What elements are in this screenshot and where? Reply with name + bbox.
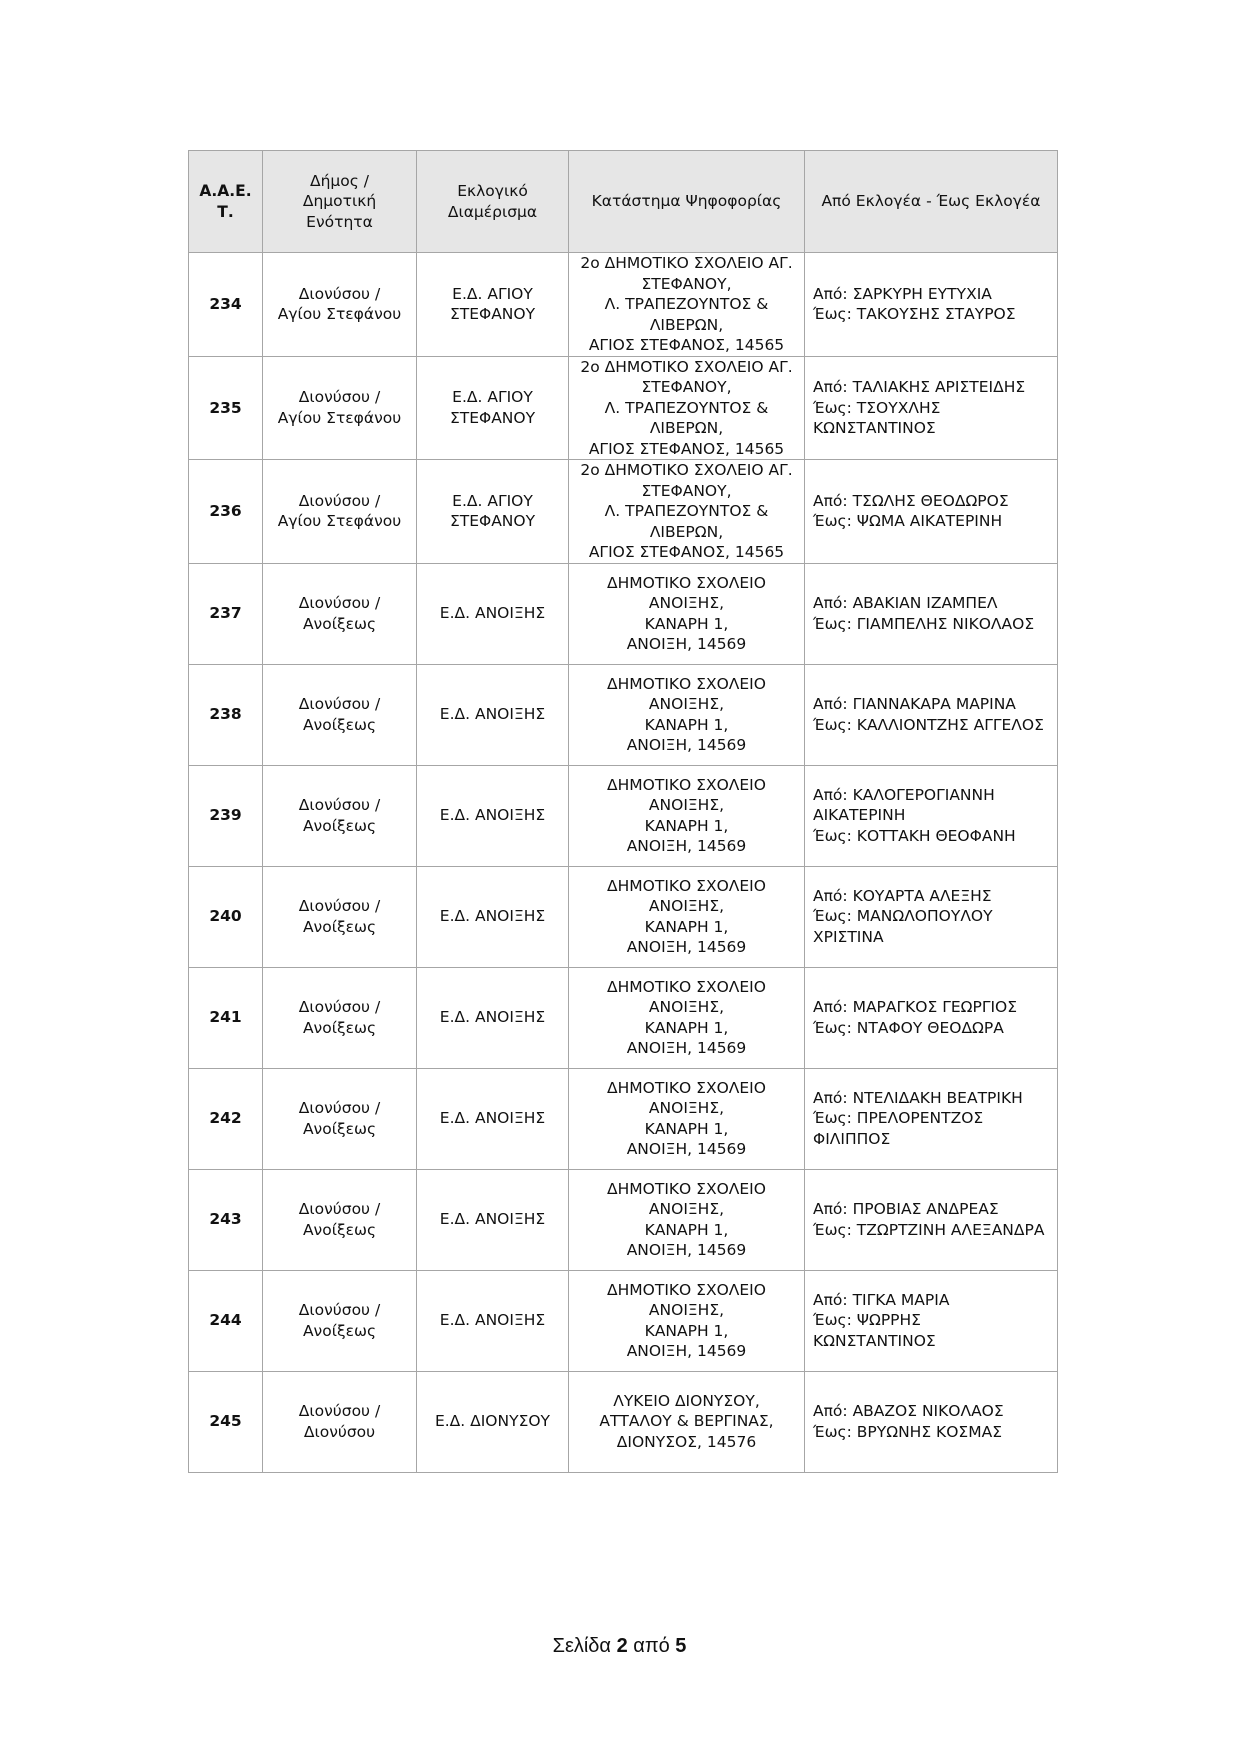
cell-diamerisma-line: Ε.Δ. ΔΙΟΝΥΣΟΥ [434,1412,551,1431]
cell-aaet-line: 239 [209,806,242,825]
cell-dimos-line: Διονύσου / [298,897,381,915]
cell-dimos-line: Διονύσου / [298,796,381,814]
cell-katastima-line: ΛΙΒΕΡΩΝ, [649,315,724,334]
cell-katastima-line: ΚΑΝΑΡΗ 1, [644,715,729,734]
cell-dimos-line: Ανοίξεως [302,1119,377,1138]
cell-eklogeis-line: Από: ΤΣΩΛΗΣ ΘΕΟΔΩΡΟΣ [813,491,1009,510]
cell-katastima [569,253,805,357]
cell-katastima-line: ΑΓΙΟΣ ΣΤΕΦΑΝΟΣ, 14565 [588,336,785,354]
cell-dimos-line: Ανοίξεως [302,917,377,936]
cell-dimos-line: Ανοίξεως [302,816,377,835]
cell-aaet-line: 242 [209,1109,242,1128]
cell-eklogeis-line: Έως: ΤΣΟΥΧΛΗΣ [813,398,941,417]
table-row [189,967,1058,1068]
cell-dimos-line: Αγίου Στεφάνου [277,305,402,324]
cell-diamerisma [417,356,569,460]
cell-katastima-line: ΚΑΝΑΡΗ 1, [644,614,729,633]
cell-katastima-line: ΑΝΟΙΞΗΣ, [648,1301,725,1319]
cell-katastima-line: ΑΤΤΑΛΟΥ & ΒΕΡΓΙΝΑΣ, [599,1412,774,1431]
cell-dimos-line: Διονύσου / [298,695,381,713]
cell-eklogeis-line: Έως: ΨΩΜΑ ΑΙΚΑΤΕΡΙΝΗ [813,512,1003,531]
header-dimos-line: Δημοτική Ενότητα [302,192,377,231]
cell-katastima-line: ΚΑΝΑΡΗ 1, [644,1321,729,1340]
cell-diamerisma-line: Ε.Δ. ΑΝΟΙΞΗΣ [439,907,546,926]
cell-katastima-line: ΑΝΟΙΞΗΣ, [648,796,725,814]
cell-dimos [263,460,417,564]
cell-katastima-line: Λ. ΤΡΑΠΕΖΟΥΝΤΟΣ & [604,295,769,313]
cell-eklogeis [805,253,1058,357]
cell-diamerisma [417,1371,569,1472]
cell-diamerisma-line: Ε.Δ. ΑΓΙΟΥ [452,284,533,303]
cell-katastima-line: ΛΥΚΕΙΟ ΔΙΟΝΥΣΟΥ, [613,1391,760,1410]
cell-dimos-line: Διονύσου / [298,491,381,510]
cell-katastima-line: ΑΝΟΙΞΗΣ, [648,1200,725,1218]
page-footer [0,1635,1239,1658]
header-eklogeis-line: Από Εκλογέα - Έως Εκλογέα [821,192,1041,211]
cell-eklogeis [805,1270,1058,1371]
cell-dimos-line: Διονύσου / [298,594,381,612]
cell-diamerisma-line: ΣΤΕΦΑΝΟΥ [449,512,536,531]
cell-diamerisma [417,967,569,1068]
cell-dimos [263,1270,417,1371]
cell-katastima-line: ΣΤΕΦΑΝΟΥ, [641,274,732,293]
cell-diamerisma [417,1068,569,1169]
cell-dimos-line: Ανοίξεως [302,1321,377,1340]
cell-katastima [569,967,805,1068]
cell-diamerisma-line: Ε.Δ. ΑΝΟΙΞΗΣ [439,1210,546,1229]
cell-eklogeis [805,1169,1058,1270]
cell-diamerisma-line: ΣΤΕΦΑΝΟΥ [449,305,536,324]
cell-aaet [189,1068,263,1169]
cell-katastima-line: ΑΝΟΙΞΗ, 14569 [626,1241,747,1259]
footer-prefix: Σελίδα [552,1635,611,1657]
cell-dimos [263,765,417,866]
cell-katastima-line: ΔΗΜΟΤΙΚΟ ΣΧΟΛΕΙΟ [607,1179,766,1198]
table-body [189,253,1058,1473]
cell-dimos [263,253,417,357]
cell-dimos-line: Ανοίξεως [302,715,377,734]
cell-dimos-line: Διονύσου / [298,284,381,303]
cell-katastima-line: ΚΑΝΑΡΗ 1, [644,1220,729,1239]
cell-dimos-line: Διονύσου / [298,1301,381,1319]
cell-aaet-line: 243 [209,1210,242,1229]
cell-aaet-line: 237 [209,604,242,623]
cell-eklogeis-line: Από: ΚΟΥΑΡΤΑ ΑΛΕΞΗΣ [813,886,992,905]
cell-dimos-line: Διονύσου [303,1422,376,1441]
table-row [189,460,1058,564]
cell-katastima-line: ΑΝΟΙΞΗ, 14569 [626,736,747,754]
table-header [189,151,1058,253]
cell-eklogeis [805,460,1058,564]
cell-katastima-line: ΑΓΙΟΣ ΣΤΕΦΑΝΟΣ, 14565 [588,439,785,458]
cell-eklogeis-line: Από: ΜΑΡΑΓΚΟΣ ΓΕΩΡΓΙΟΣ [813,998,1018,1016]
cell-eklogeis-line: ΚΩΝΣΤΑΝΤΙΝΟΣ [813,419,936,437]
table-row [189,1371,1058,1472]
table-row [189,664,1058,765]
cell-aaet-line: 236 [209,502,242,520]
cell-eklogeis-line: Από: ΤΑΛΙΑΚΗΣ ΑΡΙΣΤΕΙΔΗΣ [813,378,1026,396]
cell-eklogeis-line: Έως: ΓΙΑΜΠΕΛΗΣ ΝΙΚΟΛΑΟΣ [813,614,1035,633]
cell-eklogeis-line: Έως: ΒΡΥΩΝΗΣ ΚΟΣΜΑΣ [813,1422,1002,1441]
cell-katastima-line: ΚΑΝΑΡΗ 1, [644,1119,729,1138]
cell-diamerisma-line: Ε.Δ. ΑΝΟΙΞΗΣ [439,705,546,724]
cell-dimos [263,1371,417,1472]
cell-eklogeis-line: Έως: ΤΑΚΟΥΣΗΣ ΣΤΑΥΡΟΣ [813,305,1016,324]
header-diamerisma-line: Εκλογικό [457,182,528,200]
cell-diamerisma [417,866,569,967]
cell-aaet-line: 240 [209,907,242,926]
cell-katastima-line: ΔΗΜΟΤΙΚΟ ΣΧΟΛΕΙΟ [607,1078,766,1097]
cell-dimos [263,967,417,1068]
cell-katastima-line: ΑΝΟΙΞΗΣ, [648,695,725,713]
cell-katastima-line: ΛΙΒΕΡΩΝ, [649,522,724,541]
cell-aaet [189,460,263,564]
cell-katastima-line: ΑΝΟΙΞΗΣ, [648,594,725,612]
cell-katastima [569,664,805,765]
cell-dimos [263,1169,417,1270]
header-katastima [569,151,805,253]
cell-diamerisma-line: Ε.Δ. ΑΝΟΙΞΗΣ [439,1008,546,1027]
cell-katastima-line: ΚΑΝΑΡΗ 1, [644,917,729,936]
header-aaet-line: Τ. [217,202,234,221]
cell-eklogeis-line: Έως: ΠΡΕΛΟΡΕΝΤΖΟΣ [813,1109,984,1128]
cell-aaet-line: 235 [209,398,242,417]
table-row [189,1270,1058,1371]
cell-aaet [189,563,263,664]
header-eklogeis [805,151,1058,253]
cell-eklogeis [805,1371,1058,1472]
cell-aaet-line: 245 [209,1412,242,1431]
cell-katastima-line: ΔΗΜΟΤΙΚΟ ΣΧΟΛΕΙΟ [607,876,766,895]
cell-katastima-line: ΚΑΝΑΡΗ 1, [644,1018,729,1037]
cell-aaet-line: 238 [209,705,242,724]
cell-katastima-line: 2ο ΔΗΜΟΤΙΚΟ ΣΧΟΛΕΙΟ ΑΓ. [580,357,793,376]
cell-aaet-line: 244 [209,1311,242,1330]
cell-diamerisma-line: ΣΤΕΦΑΝΟΥ [449,408,536,427]
cell-dimos-line: Ανοίξεως [302,1018,377,1037]
footer-total-pages: 5 [675,1635,687,1657]
table-row [189,866,1058,967]
cell-eklogeis [805,967,1058,1068]
cell-dimos [263,866,417,967]
header-diamerisma-line: Διαμέρισμα [447,202,538,221]
header-row [189,151,1058,253]
cell-katastima-line: Λ. ΤΡΑΠΕΖΟΥΝΤΟΣ & [604,398,769,417]
table-row [189,356,1058,460]
cell-katastima-line: Λ. ΤΡΑΠΕΖΟΥΝΤΟΣ & [604,502,769,520]
cell-katastima-line: ΑΝΟΙΞΗ, 14569 [626,837,747,855]
cell-diamerisma-line: Ε.Δ. ΑΝΟΙΞΗΣ [439,1311,546,1330]
cell-katastima [569,765,805,866]
cell-aaet [189,664,263,765]
cell-diamerisma-line: Ε.Δ. ΑΝΟΙΞΗΣ [439,604,546,623]
cell-katastima-line: ΔΗΜΟΤΙΚΟ ΣΧΟΛΕΙΟ [607,573,766,592]
cell-katastima-line: ΑΝΟΙΞΗ, 14569 [626,938,747,956]
header-katastima-line: Κατάστημα Ψηφοφορίας [591,192,782,211]
cell-diamerisma-line: Ε.Δ. ΑΝΟΙΞΗΣ [439,806,546,825]
cell-eklogeis [805,356,1058,460]
cell-eklogeis-line: Από: ΚΑΛΟΓΕΡΟΓΙΑΝΝΗ [813,785,995,804]
cell-dimos [263,1068,417,1169]
cell-aaet-line: 241 [209,1008,242,1027]
table-row [189,1169,1058,1270]
cell-katastima-line: ΑΝΟΙΞΗΣ, [648,897,725,915]
cell-eklogeis-line: ΦΙΛΙΠΠΟΣ [813,1129,891,1148]
cell-eklogeis-line: Έως: ΝΤΑΦΟΥ ΘΕΟΔΩΡΑ [813,1018,1004,1037]
cell-dimos-line: Διονύσου / [298,998,381,1016]
cell-aaet [189,356,263,460]
cell-katastima-line: ΔΙΟΝΥΣΟΣ, 14576 [616,1432,757,1451]
table-row [189,563,1058,664]
cell-eklogeis-line: Από: ΣΑΡΚΥΡΗ ΕΥΤΥΧΙΑ [813,284,992,303]
cell-eklogeis-line: Από: ΑΒΑΖΟΣ ΝΙΚΟΛΑΟΣ [813,1402,1004,1420]
cell-aaet [189,253,263,357]
cell-dimos-line: Διονύσου / [298,1402,381,1420]
cell-aaet [189,967,263,1068]
cell-dimos-line: Ανοίξεως [302,1220,377,1239]
cell-dimos-line: Διονύσου / [298,1200,381,1218]
cell-katastima [569,866,805,967]
cell-aaet [189,866,263,967]
cell-eklogeis-line: Από: ΠΡΟΒΙΑΣ ΑΝΔΡΕΑΣ [813,1200,999,1218]
cell-eklogeis-line: Από: ΝΤΕΛΙΔΑΚΗ ΒΕΑΤΡΙΚΗ [813,1088,1023,1107]
cell-diamerisma [417,563,569,664]
cell-dimos [263,664,417,765]
cell-katastima-line: 2ο ΔΗΜΟΤΙΚΟ ΣΧΟΛΕΙΟ ΑΓ. [580,461,793,479]
cell-katastima-line: ΑΝΟΙΞΗΣ, [648,998,725,1016]
cell-eklogeis-line: ΧΡΙΣΤΙΝΑ [813,927,884,946]
cell-katastima-line: ΣΤΕΦΑΝΟΥ, [641,481,732,500]
cell-aaet [189,1270,263,1371]
cell-katastima [569,356,805,460]
cell-katastima-line: ΑΝΟΙΞΗ, 14569 [626,1039,747,1057]
cell-eklogeis-line: Από: ΓΙΑΝΝΑΚΑΡΑ ΜΑΡΙΝΑ [813,695,1016,713]
polling-stations-table [188,150,1058,1473]
cell-diamerisma [417,253,569,357]
cell-eklogeis [805,664,1058,765]
cell-katastima-line: ΑΝΟΙΞΗ, 14569 [626,1140,747,1158]
header-diamerisma [417,151,569,253]
cell-katastima [569,563,805,664]
cell-eklogeis-line: Από: ΤΙΓΚΑ ΜΑΡΙΑ [813,1290,950,1309]
header-dimos [263,151,417,253]
cell-katastima-line: ΑΝΟΙΞΗ, 14569 [626,635,747,653]
cell-eklogeis [805,866,1058,967]
cell-katastima-line: ΣΤΕΦΑΝΟΥ, [641,378,732,396]
cell-katastima-line: ΔΗΜΟΤΙΚΟ ΣΧΟΛΕΙΟ [607,977,766,996]
cell-katastima-line: ΑΓΙΟΣ ΣΤΕΦΑΝΟΣ, 14565 [588,543,785,561]
cell-aaet [189,1169,263,1270]
cell-katastima-line: ΛΙΒΕΡΩΝ, [649,419,724,437]
cell-dimos-line: Διονύσου / [298,388,381,407]
cell-katastima-line: ΑΝΟΙΞΗΣ, [648,1099,725,1117]
cell-katastima [569,1371,805,1472]
footer-of: από [633,1635,670,1657]
cell-diamerisma [417,1169,569,1270]
header-aaet-line: Α.Α.Ε. [199,182,252,200]
cell-aaet [189,1371,263,1472]
cell-katastima-line: ΑΝΟΙΞΗ, 14569 [626,1342,747,1360]
cell-eklogeis-line: ΚΩΝΣΤΑΝΤΙΝΟΣ [813,1331,936,1350]
table-row [189,1068,1058,1169]
cell-diamerisma-line: Ε.Δ. ΑΓΙΟΥ [452,491,533,510]
cell-diamerisma [417,460,569,564]
cell-katastima [569,1270,805,1371]
cell-eklogeis-line: Έως: ΤΖΩΡΤΖΙΝΗ ΑΛΕΞΑΝΔΡΑ [813,1220,1045,1239]
cell-eklogeis-line: Έως: ΚΑΛΛΙΟΝΤΖΗΣ ΑΓΓΕΛΟΣ [813,715,1044,734]
cell-dimos-line: Ανοίξεως [302,614,377,633]
cell-aaet-line: 234 [209,295,242,313]
cell-katastima-line: ΔΗΜΟΤΙΚΟ ΣΧΟΛΕΙΟ [607,775,766,794]
cell-aaet [189,765,263,866]
cell-eklogeis-line: Έως: ΜΑΝΩΛΟΠΟΥΛΟΥ [813,907,993,926]
cell-katastima-line: 2ο ΔΗΜΟΤΙΚΟ ΣΧΟΛΕΙΟ ΑΓ. [580,254,793,272]
cell-katastima [569,1068,805,1169]
cell-katastima [569,460,805,564]
cell-eklogeis-line: Έως: ΨΩΡΡΗΣ [813,1311,921,1330]
cell-diamerisma-line: Ε.Δ. ΑΝΟΙΞΗΣ [439,1109,546,1128]
cell-diamerisma-line: Ε.Δ. ΑΓΙΟΥ [452,388,533,407]
header-dimos-line: Δήμος / [309,171,370,190]
cell-eklogeis-line: ΑΙΚΑΤΕΡΙΝΗ [813,806,906,825]
cell-eklogeis [805,563,1058,664]
cell-dimos-line: Διονύσου / [298,1099,381,1117]
header-aaet [189,151,263,253]
cell-dimos-line: Αγίου Στεφάνου [277,512,402,531]
table-row [189,765,1058,866]
table-row [189,253,1058,357]
cell-katastima-line: ΔΗΜΟΤΙΚΟ ΣΧΟΛΕΙΟ [607,1280,766,1299]
cell-katastima [569,1169,805,1270]
cell-katastima-line: ΚΑΝΑΡΗ 1, [644,816,729,835]
cell-dimos [263,563,417,664]
cell-eklogeis [805,765,1058,866]
footer-current-page: 2 [616,1635,628,1657]
cell-eklogeis [805,1068,1058,1169]
cell-dimos [263,356,417,460]
cell-katastima-line: ΔΗΜΟΤΙΚΟ ΣΧΟΛΕΙΟ [607,674,766,693]
cell-eklogeis-line: Από: ΑΒΑΚΙΑΝ ΙΖΑΜΠΕΛ [813,594,998,612]
cell-diamerisma [417,664,569,765]
cell-eklogeis-line: Έως: ΚΟΤΤΑΚΗ ΘΕΟΦΑΝΗ [813,826,1016,845]
cell-diamerisma [417,1270,569,1371]
cell-dimos-line: Αγίου Στεφάνου [277,408,402,427]
cell-diamerisma [417,765,569,866]
